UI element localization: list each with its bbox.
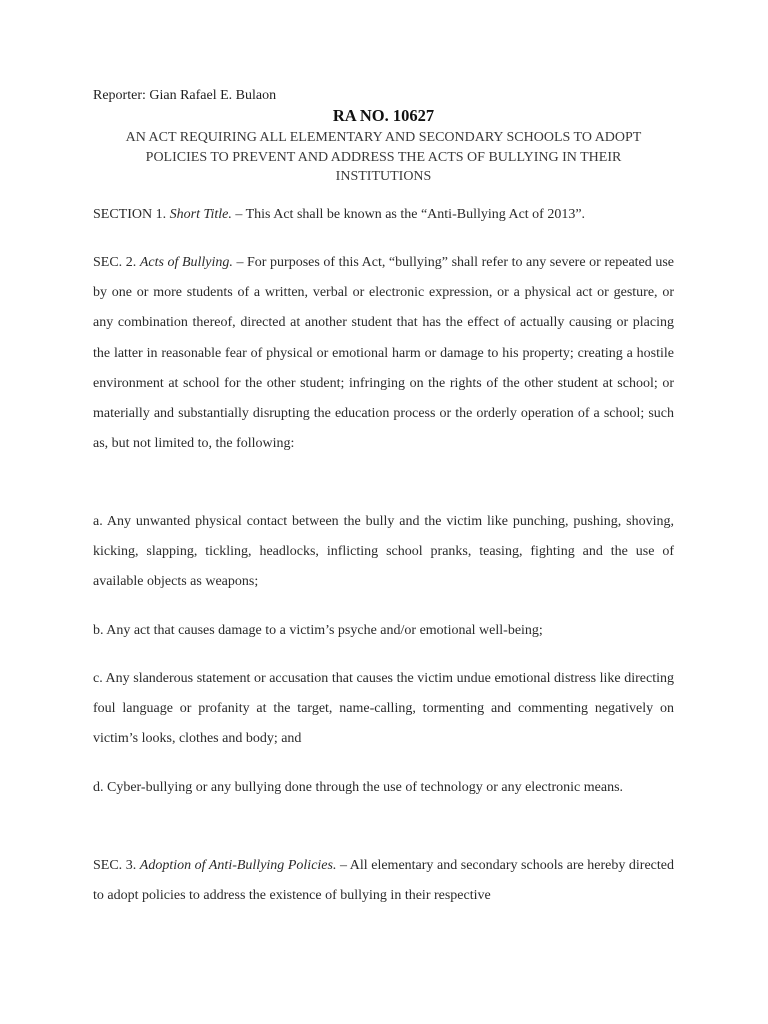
section-text: – For purposes of this Act, “bullying” shall refer to any severe or repeated use by one or more students of a written, verbal or electronic expression, or a physical act or gesture, or any combination thereof, directed at another student that has the effect of actually causing or placing the latter in reasonable fear of physical or emotional harm or damage to his property; creating a hostile environment at school for the other student; infringing on the rights of the other student at school; or materially and substantially disrupting the education process or the orderly operation of a school; such as, but not limited to, the following: — [93, 255, 674, 452]
subtitle-line: AN ACT REQUIRING ALL ELEMENTARY AND SECONDARY SCHOOLS TO ADOPT — [125, 130, 642, 145]
list-item-a: a. Any unwanted physical contact between the bully and the victim like punching, pushing, shoving, kicking, slapping, tickling, headlocks, inflicting school pranks, teasing, fighting and the use of available objects as weapons; — [93, 514, 674, 590]
section-text: – All elementary and secondary schools are hereby directed to adopt policies to address the existence of bullying in their respective — [93, 858, 674, 904]
section-label: SECTION 1. — [93, 207, 170, 222]
list-item-c: c. Any slanderous statement or accusation that causes the victim undue emotional distress like directing foul language or profanity at the target, name-calling, tormenting and commenting negatively on victim’s looks, clothes and body; and — [93, 671, 674, 747]
section-text: – This Act shall be known as the “Anti-Bullying Act of 2013”. — [231, 207, 586, 222]
section-label: SEC. 2. — [93, 255, 140, 270]
section-label: SEC. 3. — [93, 858, 140, 873]
section-heading: Short Title. — [169, 207, 232, 222]
section-3-paragraph — [93, 851, 674, 911]
reporter-line: Reporter: Gian Rafael E. Bulaon — [93, 88, 277, 103]
section-2-paragraph — [93, 248, 674, 459]
list-item-b: b. Any act that causes damage to a victim’s psyche and/or emotional well-being; — [93, 623, 543, 638]
document-subtitle — [93, 128, 674, 187]
document-title: RA NO. 10627 — [332, 106, 435, 125]
section-1-paragraph — [93, 200, 674, 230]
section-heading: Acts of Bullying. — [139, 255, 233, 270]
subtitle-line: POLICIES TO PREVENT AND ADDRESS THE ACTS OF BULLYING IN THEIR — [145, 149, 622, 165]
subtitle-line: INSTITUTIONS — [335, 169, 432, 184]
list-item-d: d. Cyber-bullying or any bullying done through the use of technology or any electronic means. — [93, 780, 624, 795]
section-heading: Adoption of Anti-Bullying Policies. — [139, 858, 337, 873]
